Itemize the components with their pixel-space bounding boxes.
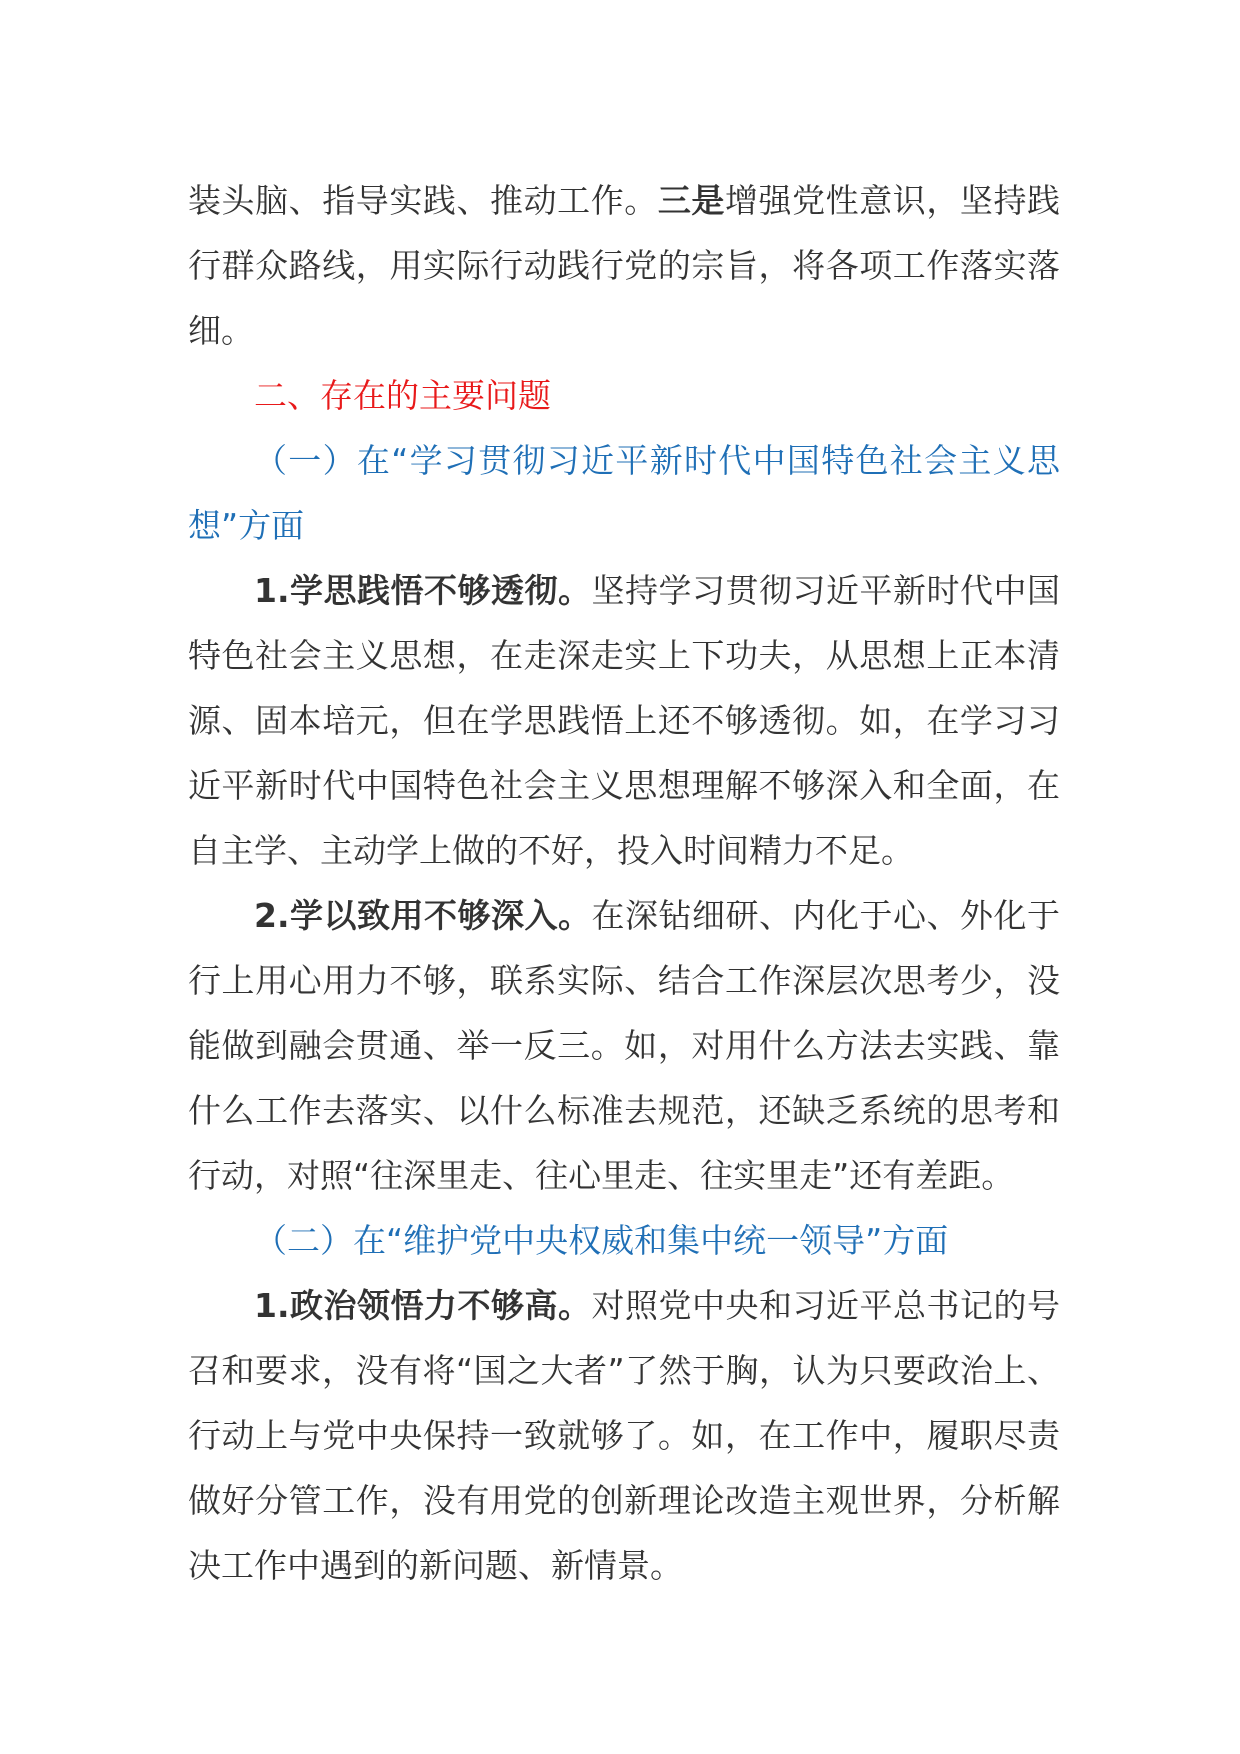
document-body	[188, 168, 1060, 1598]
item-text: 坚持学习贯彻习近平新时代中国特色社会主义思想，在走深走实上下功夫，从思想上正本清源、固本培元，但在学思践悟上还不够透彻。如，在学习习近平新时代中国特色社会主义思想理解不够深入和全面，在自主学、主动学上做的不好，投入时间精力不足。	[188, 571, 1060, 870]
item-title: 1.学思践悟不够透彻。	[254, 571, 592, 610]
item-text: 对照党中央和习近平总书记的号召和要求，没有将“国之大者”了然于胸，认为只要政治上、行动上与党中央保持一致就够了。如，在工作中，履职尽责做好分管工作，没有用党的创新理论改造主观世界，分析解决工作中遇到的新问题、新情景。	[188, 1286, 1060, 1585]
paragraph-continuation	[188, 168, 1060, 363]
item-title: 2.学以致用不够深入。	[254, 896, 592, 935]
paragraph-text: 增强党性意识，坚持践行群众路线，用实际行动践行党的宗旨，将各项工作落实落细。	[188, 181, 1061, 350]
item-title: 1.政治领悟力不够高。	[254, 1286, 592, 1325]
paragraph-bold-lead: 三是	[657, 181, 725, 220]
item-text: 在深钻细研、内化于心、外化于行上用心用力不够，联系实际、结合工作深层次思考少，没能做到融会贯通、举一反三。如，对用什么方法去实践、靠什么工作去落实、以什么标准去规范，还缺乏系统的思考和行动，对照“往深里走、往心里走、往实里走”还有差距。	[188, 896, 1060, 1195]
subsection-heading-2: （二）在“维护党中央权威和集中统一领导”方面	[254, 1221, 949, 1260]
subsection-heading-1: （一）在“学习贯彻习近平新时代中国特色社会主义思想”方面	[188, 441, 1060, 545]
paragraph-text: 装头脑、指导实践、推动工作。	[188, 181, 658, 220]
list-item	[188, 558, 1060, 883]
section-heading: 二、存在的主要问题	[254, 376, 551, 415]
list-item	[188, 883, 1060, 1208]
list-item	[188, 1273, 1060, 1598]
